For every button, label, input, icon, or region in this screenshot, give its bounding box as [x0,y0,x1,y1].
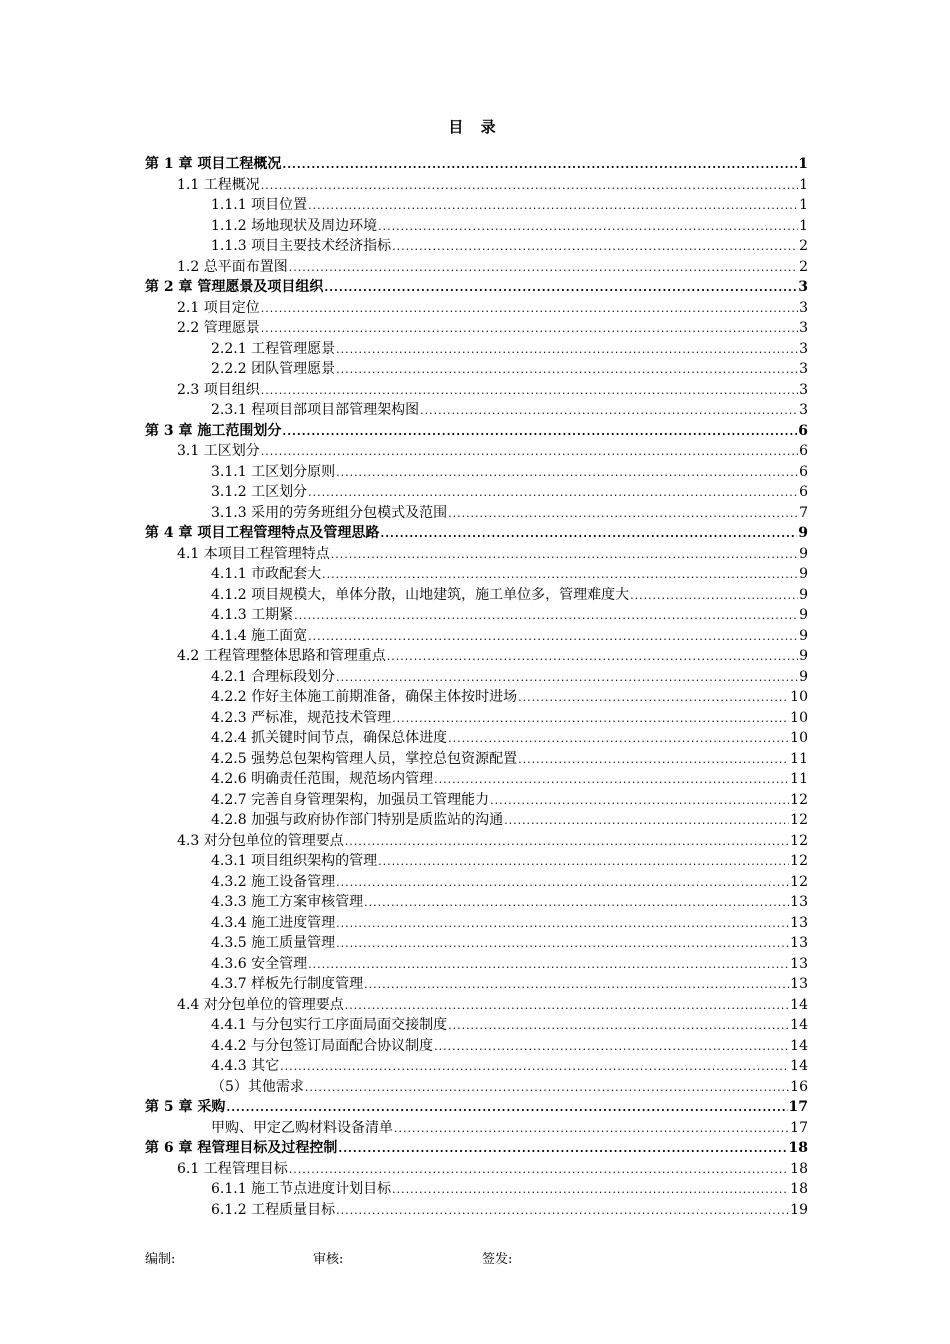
toc-entry-page: 16 [790,1078,808,1095]
toc-entry-label: 第 2 章 管理愿景及项目组织 [145,279,324,295]
toc-entry[interactable] [145,564,808,585]
toc-entry[interactable] [145,503,808,524]
toc-entry-page: 7 [799,504,808,521]
toc-entry-label: 4.3.2 施工设备管理 [211,873,336,890]
toc-entry[interactable] [145,1118,808,1139]
toc-entry-page: 12 [790,873,808,890]
toc-dot-leader [364,893,789,914]
toc-entry-label: 4.4.1 与分包实行工序面局面交接制度 [211,1017,448,1033]
toc-entry-page: 3 [799,402,808,418]
toc-entry-label: 2.3.1 程项目部项目部管理架构图 [211,402,420,418]
toc-entry[interactable] [145,913,808,934]
toc-dot-leader [392,237,798,258]
toc-dot-leader [308,483,798,504]
toc-entry-label: 4.2.3 严标准，规范技术管理 [211,709,392,726]
toc-entry-page: 13 [790,955,808,972]
toc-dot-leader [378,217,798,238]
toc-entry[interactable] [145,892,808,913]
toc-dot-leader [289,1160,789,1181]
toc-dot-leader [420,401,798,422]
toc-entry-label: 4.1.4 施工面宽 [211,627,308,644]
toc-entry-label: 1.2 总平面布置图 [177,258,288,275]
toc-entry-label: 第 1 章 项目工程概况 [145,156,282,172]
toc-entry-label: 3.1 工区划分 [177,443,260,459]
toc-dot-leader [345,832,789,853]
toc-entry[interactable] [145,154,808,175]
toc-entry-label: 4.4.3 其它 [211,1058,280,1074]
toc-entry-page: 14 [790,1058,808,1074]
toc-entry-page: 9 [799,566,808,582]
toc-entry[interactable] [145,236,808,257]
toc-entry-page: 11 [790,771,808,787]
toc-entry[interactable] [145,626,808,647]
toc-entry[interactable] [145,1179,808,1200]
toc-dot-leader [448,504,798,525]
toc-entry[interactable] [145,974,808,995]
toc-dot-leader [392,1180,789,1201]
toc-entry[interactable] [145,1015,808,1036]
toc-entry[interactable] [145,831,808,852]
toc-entry[interactable] [145,441,808,462]
toc-dot-leader [261,299,798,320]
toc-entry-page: 9 [799,607,808,623]
toc-entry-label: 4.2.7 完善自身管理架构，加强员工管理能力 [211,791,490,808]
toc-entry-page: 9 [799,627,808,644]
toc-entry-label: 4.4 对分包单位的管理要点 [177,996,344,1013]
toc-entry-label: 4.3.6 安全管理 [211,955,308,972]
toc-entry-page: 9 [799,586,808,603]
toc-entry-page: 14 [790,1017,808,1033]
toc-entry-page: 9 [799,648,808,664]
toc-entry[interactable] [145,1200,808,1221]
toc-entry-label: 4.3.1 项目组织架构的管理 [211,853,378,869]
toc-entry[interactable] [145,277,808,298]
toc-entry-page: 11 [790,750,808,767]
toc-entry[interactable] [145,482,808,503]
toc-dot-leader [380,524,797,545]
toc-entry-page: 2 [799,238,808,254]
toc-entry[interactable] [145,380,808,401]
toc-entry-label: 4.2.1 合理标段划分 [211,668,336,685]
toc-dot-leader [336,340,798,361]
toc-entry[interactable] [145,769,808,790]
toc-dot-leader [336,934,789,955]
toc-entry-page: 6 [798,422,808,439]
toc-entry-page: 9 [798,525,808,541]
toc-dot-leader [324,278,797,299]
toc-dot-leader [336,873,789,894]
toc-entry-label: 1.1 工程概况 [177,176,260,193]
toc-entry-page: 18 [790,1181,808,1197]
toc-entry[interactable] [145,872,808,893]
toc-entry-page: 13 [790,894,808,910]
toc-entry[interactable] [145,1097,808,1118]
issued-by-label: 签发: [482,1252,513,1267]
toc-entry-label: 第 4 章 项目工程管理特点及管理思路 [145,525,380,541]
toc-dot-leader [261,319,798,340]
toc-dot-leader [518,750,789,771]
toc-dot-leader [336,360,798,381]
toc-entry-label: 第 5 章 采购 [145,1099,226,1115]
toc-entry-page: 12 [790,812,808,828]
toc-entry[interactable] [145,851,808,872]
toc-entry-label: 2.2 管理愿景 [177,320,260,336]
toc-entry-label: 4.3.7 样板先行制度管理 [211,976,364,992]
toc-entry-page: 10 [790,730,808,746]
toc-dot-leader [434,1037,789,1058]
toc-entry-label: 1.1.1 项目位置 [211,197,308,213]
toc-entry-label: 4.3.3 施工方案审核管理 [211,894,364,910]
toc-entry-page: 1 [799,176,808,193]
toc-entry-label: 4.1.1 市政配套大 [211,566,322,582]
toc-entry-label: 1.1.3 项目主要技术经济指标 [211,238,392,254]
toc-dot-leader [338,1139,787,1160]
toc-entry-label: 第 6 章 程管理目标及过程控制 [145,1140,338,1156]
toc-entry-page: 1 [799,197,808,213]
toc-entry-page: 17 [790,1119,808,1136]
toc-dot-leader [504,811,789,832]
toc-entry-page: 6 [799,443,808,459]
toc-entry[interactable] [145,790,808,811]
toc-entry[interactable] [145,687,808,708]
toc-entry-page: 9 [799,668,808,685]
toc-entry-page: 6 [799,484,808,500]
toc-dot-leader [336,1201,789,1222]
toc-entry[interactable] [145,544,808,565]
toc-entry[interactable] [145,1056,808,1077]
toc-entry[interactable] [145,954,808,975]
toc-entry-page: 3 [799,320,808,336]
toc-entry[interactable] [145,257,808,278]
toc-entry-page: 6 [799,463,808,480]
toc-entry[interactable] [145,646,808,667]
toc-entry-label: 甲购、甲定乙购材料设备清单 [211,1119,393,1136]
toc-entry-page: 3 [798,279,808,295]
toc-entry-page: 9 [799,545,808,562]
toc-entry[interactable] [145,708,808,729]
toc-entry[interactable] [145,359,808,380]
toc-entry-page: 13 [790,914,808,931]
toc-entry-label: 3.1.1 工区划分原则 [211,463,336,480]
toc-dot-leader [294,606,798,627]
toc-entry[interactable] [145,995,808,1016]
toc-entry[interactable] [145,195,808,216]
toc-entry-label: 4.1.3 工期紧 [211,607,294,623]
toc-entry-label: 4.4.2 与分包签订局面配合协议制度 [211,1037,434,1054]
toc-dot-leader [261,381,798,402]
toc-entry[interactable] [145,1138,808,1159]
toc-entry[interactable] [145,728,808,749]
toc-entry-label: 4.2.6 明确责任范围，规范场内管理 [211,771,434,787]
toc-entry-page: 3 [799,361,808,377]
toc-entry-label: 2.2.2 团队管理愿景 [211,361,336,377]
toc-entry-page: 13 [790,976,808,992]
toc-dot-leader [448,729,789,750]
toc-entry[interactable] [145,1036,808,1057]
toc-entry-label: 4.3.5 施工质量管理 [211,935,336,951]
toc-entry[interactable] [145,175,808,196]
toc-entry-label: 4.1.2 项目规模大，单体分散，山地建筑，施工单位多，管理难度大 [211,586,630,603]
toc-dot-leader [331,545,798,566]
toc-entry[interactable] [145,749,808,770]
toc-entry-label: 6.1.1 施工节点进度计划目标 [211,1181,392,1197]
toc-entry-page: 12 [790,791,808,808]
toc-entry-label: 4.3.4 施工进度管理 [211,914,336,931]
toc-entry-label: 3.1.2 工区划分 [211,484,308,500]
toc-entry-page: 18 [790,1160,808,1177]
toc-dot-leader [448,1016,789,1037]
toc-dot-leader [378,852,789,873]
toc-entry-label: 6.1.2 工程质量目标 [211,1201,336,1218]
toc-entry[interactable] [145,523,808,544]
toc-entry-page: 3 [799,381,808,398]
toc-entry-page: 1 [799,217,808,234]
toc-dot-leader [280,1057,789,1078]
toc-entry-label: 6.1 工程管理目标 [177,1160,288,1177]
toc-entry-label: 4.2.5 强势总包架构管理人员，掌控总包资源配置 [211,750,518,767]
toc-entry-label: 第 3 章 施工范围划分 [145,422,282,439]
toc-dot-leader [336,668,798,689]
toc-entry-page: 10 [790,709,808,726]
toc-dot-leader [322,565,798,586]
toc-dot-leader [392,709,789,730]
toc-entry-page: 2 [799,258,808,275]
toc-entry-label: 3.1.3 采用的劳务班组分包模式及范围 [211,504,448,521]
toc-entry[interactable] [145,339,808,360]
toc-dot-leader [308,627,798,648]
toc-entry[interactable] [145,298,808,319]
toc-dot-leader [261,442,798,463]
toc-entry-label: （5）其他需求 [211,1078,304,1095]
toc-entry-label: 4.2.8 加强与政府协作部门特别是质监站的沟通 [211,812,504,828]
toc-entry-page: 14 [790,1037,808,1054]
toc-entry[interactable] [145,585,808,606]
toc-entry-label: 4.1 本项目工程管理特点 [177,545,330,562]
toc-dot-leader [261,176,798,197]
toc-dot-leader [336,463,798,484]
toc-dot-leader [308,196,798,217]
toc-dot-leader [308,955,789,976]
toc-entry-label: 2.3 项目组织 [177,381,260,398]
toc-entry[interactable] [145,421,808,442]
toc-entry[interactable] [145,1159,808,1180]
toc-entry[interactable] [145,400,808,421]
toc-entry-page: 14 [790,996,808,1013]
toc-entry-label: 4.2.2 作好主体施工前期准备，确保主体按时进场 [211,689,518,705]
reviewed-by-label: 审核: [313,1252,344,1267]
toc-entry-label: 4.3 对分包单位的管理要点 [177,832,344,849]
toc-entry-page: 17 [788,1099,808,1115]
toc-dot-leader [282,422,797,443]
toc-dot-leader [394,1119,789,1140]
toc-entry[interactable] [145,933,808,954]
toc-dot-leader [282,155,797,176]
toc-dot-leader [387,647,798,668]
toc-entry-label: 1.1.2 场地现状及周边环境 [211,217,378,234]
toc-entry-page: 10 [790,689,808,705]
toc-entry[interactable] [145,216,808,237]
toc-dot-leader [364,975,789,996]
toc-entry-page: 12 [790,832,808,849]
toc-dot-leader [345,996,789,1017]
prepared-by-label: 编制: [145,1252,176,1267]
table-of-contents [145,154,808,1220]
toc-entry-label: 2.2.1 工程管理愿景 [211,340,336,357]
toc-entry-page: 3 [799,340,808,357]
toc-entry[interactable] [145,605,808,626]
toc-dot-leader [289,258,798,279]
toc-dot-leader [305,1078,789,1099]
toc-entry-page: 1 [798,156,808,172]
toc-entry[interactable] [145,1077,808,1098]
toc-entry-label: 4.2 工程管理整体思路和管理重点 [177,648,386,664]
toc-dot-leader [434,770,789,791]
toc-dot-leader [518,688,789,709]
toc-dot-leader [226,1098,787,1119]
toc-entry-label: 2.1 项目定位 [177,299,260,316]
toc-dot-leader [490,791,789,812]
toc-entry-page: 18 [788,1140,808,1156]
toc-entry[interactable] [145,462,808,483]
toc-entry-label: 4.2.4 抓关键时间节点，确保总体进度 [211,730,448,746]
toc-entry-page: 19 [790,1201,808,1218]
page-title: 目 录 [448,118,502,136]
toc-entry[interactable] [145,667,808,688]
toc-dot-leader [336,914,789,935]
toc-entry-page: 13 [790,935,808,951]
toc-entry[interactable] [145,810,808,831]
toc-dot-leader [630,586,798,607]
toc-entry-page: 12 [790,853,808,869]
toc-entry[interactable] [145,318,808,339]
toc-entry-page: 3 [799,299,808,316]
